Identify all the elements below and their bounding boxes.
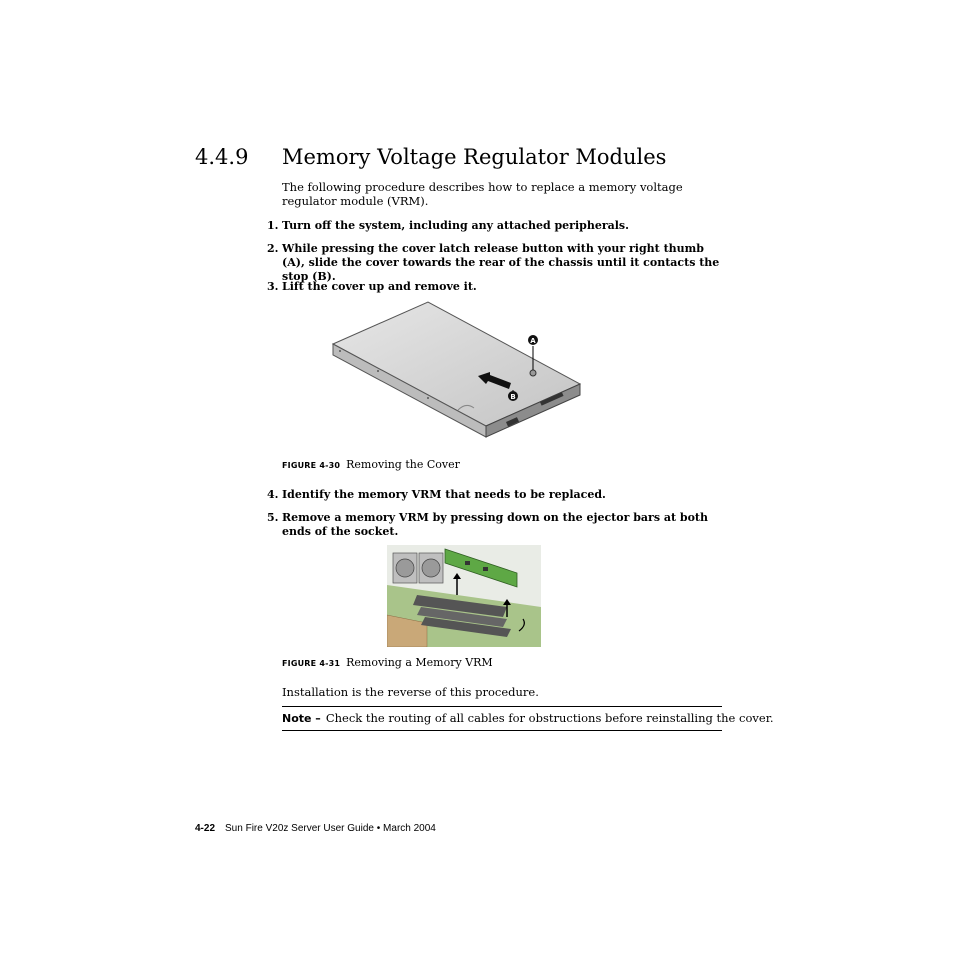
vrm-chip	[465, 561, 470, 565]
page-number: 4-22	[195, 823, 216, 834]
latch-button	[530, 370, 536, 376]
callout-b-label: B	[510, 393, 516, 401]
step-text: Lift the cover up and remove it.	[282, 280, 477, 293]
footer-separator: •	[376, 823, 381, 834]
figure-caption-text: Removing the Cover	[346, 458, 460, 471]
screw	[427, 397, 429, 399]
screw	[339, 350, 341, 352]
step-number: 2.	[267, 242, 279, 255]
page-footer	[195, 823, 436, 834]
figure-label: FIGURE 4-30	[282, 461, 341, 470]
intro-paragraph: The following procedure describes how to replace a memory voltage regulator module (VRM).	[282, 180, 683, 208]
step-text: Remove a memory VRM by pressing down on the ejector bars at both ends of the socket.	[282, 511, 708, 538]
note-text: Check the routing of all cables for obstructions before reinstalling the cover.	[325, 711, 774, 725]
vrm-chip	[483, 567, 488, 571]
step-number: 4.	[267, 488, 279, 501]
step-number: 1.	[267, 219, 279, 232]
note-label: Note –	[282, 712, 321, 725]
step-text: Identify the memory VRM that needs to be replaced.	[282, 488, 606, 501]
fan-icon	[422, 559, 440, 577]
section-number: 4.4.9	[195, 145, 249, 169]
figure-4-30-cover-illustration	[330, 298, 592, 450]
step-5	[267, 511, 727, 539]
fan-icon	[396, 559, 414, 577]
callout-a-label: A	[530, 337, 536, 345]
screw	[377, 370, 379, 372]
step-1	[267, 219, 727, 233]
step-text: Turn off the system, including any attached peripherals.	[282, 219, 629, 232]
step-3	[267, 280, 727, 294]
figure-4-31-vrm-illustration	[387, 545, 541, 647]
step-4	[267, 488, 727, 502]
figure-4-31-caption	[282, 656, 493, 669]
footer-title: Sun Fire V20z Server User Guide	[225, 823, 374, 834]
figure-label: FIGURE 4-31	[282, 659, 341, 668]
closing-paragraph: Installation is the reverse of this procedure.	[282, 685, 539, 699]
step-number: 5.	[267, 511, 279, 524]
note-box	[282, 706, 774, 731]
footer-date: March 2004	[383, 823, 436, 834]
figure-caption-text: Removing a Memory VRM	[346, 656, 493, 669]
step-2	[267, 242, 727, 284]
figure-4-30-caption	[282, 458, 460, 471]
section-title: Memory Voltage Regulator Modules	[282, 145, 667, 169]
step-text: While pressing the cover latch release button with your right thumb (A), slide the cover towards the rear of the chassis until it contacts the stop (B).	[282, 242, 720, 283]
step-number: 3.	[267, 280, 279, 293]
